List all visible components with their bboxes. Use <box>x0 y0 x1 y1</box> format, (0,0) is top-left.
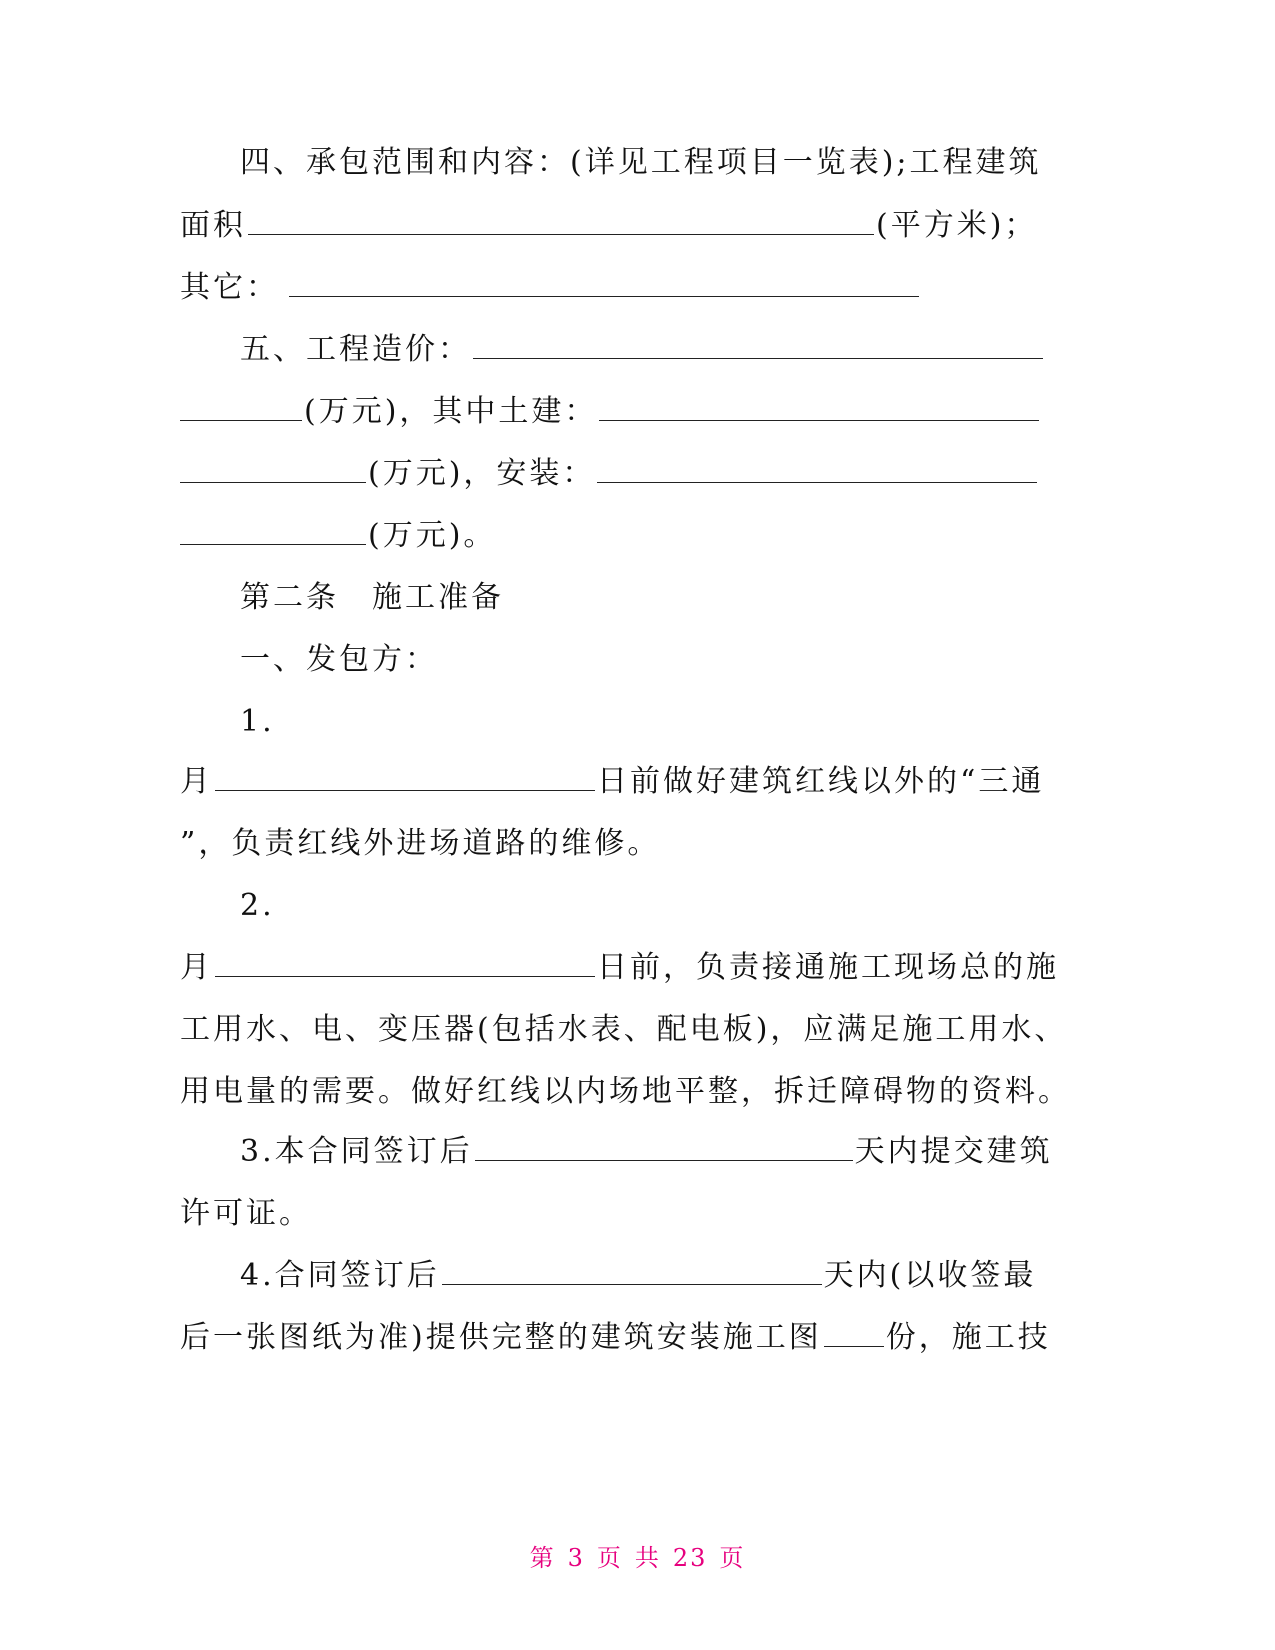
install-label: (万元)，安装： <box>368 456 596 491</box>
item2-line3: 用电量的需要。做好红线以内场地平整，拆迁障碍物的资料。 <box>180 1074 1071 1109</box>
cost-blank-1[interactable] <box>473 334 1043 359</box>
install-blank-2[interactable] <box>180 520 366 545</box>
cost-label: 五、工程造价： <box>240 332 471 367</box>
item2-line1 <box>180 948 1059 988</box>
cost-blank-2[interactable] <box>180 396 302 421</box>
section4-line2 <box>180 206 1037 246</box>
item1-blank[interactable] <box>215 766 595 791</box>
item4-line1 <box>240 1256 1036 1296</box>
item3-blank[interactable] <box>475 1136 853 1161</box>
item3-text-b: 天内提交建筑 <box>854 1134 1053 1169</box>
civil-blank[interactable] <box>599 396 1039 421</box>
section4-line1: 四、承包范围和内容：(详见工程项目一览表);工程建筑 <box>240 145 1042 180</box>
footer-total-prefix: 共 <box>634 1544 661 1572</box>
civil-label: (万元)，其中土建： <box>304 394 598 429</box>
footer-page-suffix: 页 <box>719 1544 746 1572</box>
item4-line2 <box>180 1318 1051 1358</box>
area-label: 面积 <box>180 208 246 243</box>
area-unit: (平方米)； <box>876 208 1038 243</box>
footer-total-pages: 23 <box>672 1544 708 1572</box>
item4-text-c: 后一张图纸为准)提供完整的建筑安装施工图 <box>180 1320 822 1355</box>
item4-text-d: 份，施工技 <box>885 1320 1051 1355</box>
section5-line2 <box>180 392 1041 432</box>
footer-page-mid: 页 <box>596 1544 623 1572</box>
item4-blank[interactable] <box>442 1260 822 1285</box>
item1-line1 <box>180 762 1044 802</box>
footer-page-number: 3 <box>567 1544 585 1572</box>
install-blank[interactable] <box>597 458 1037 483</box>
footer-page-prefix: 第 <box>529 1544 556 1572</box>
section4-line3 <box>180 268 921 308</box>
other-blank[interactable] <box>289 272 919 297</box>
item1-text: 日前做好建筑红线以外的“三通 <box>597 764 1045 799</box>
area-blank[interactable] <box>248 210 874 235</box>
article2-sub1: 一、发包方： <box>240 642 438 677</box>
civil-blank-2[interactable] <box>180 458 366 483</box>
section5-line4 <box>180 516 496 556</box>
item1-month: 月 <box>180 764 213 799</box>
item4-text-a: 4.合同签订后 <box>240 1258 440 1293</box>
item2-line2: 工用水、电、变压器(包括水表、配电板)，应满足施工用水、 <box>180 1012 1068 1047</box>
item1-line2: ”，负责红线外进场道路的维修。 <box>180 826 661 861</box>
item3-line1 <box>240 1132 1053 1172</box>
item2-number: 2. <box>240 888 275 923</box>
install-unit: (万元)。 <box>368 518 497 553</box>
section5-line3 <box>180 454 1039 494</box>
item2-blank[interactable] <box>215 952 595 977</box>
item3-text-a: 3.本合同签订后 <box>240 1134 473 1169</box>
other-label: 其它： <box>180 270 279 305</box>
item4-text-b: 天内(以收签最 <box>823 1258 1037 1293</box>
item4-copies-blank[interactable] <box>824 1322 884 1347</box>
page-footer <box>0 1538 1275 1573</box>
article2-heading: 第二条 施工准备 <box>240 580 504 615</box>
item2-text: 日前，负责接通施工现场总的施 <box>597 950 1059 985</box>
item2-month: 月 <box>180 950 213 985</box>
item3-line2: 许可证。 <box>180 1196 312 1231</box>
section5-line1 <box>240 330 1045 370</box>
item1-number: 1. <box>240 704 275 739</box>
